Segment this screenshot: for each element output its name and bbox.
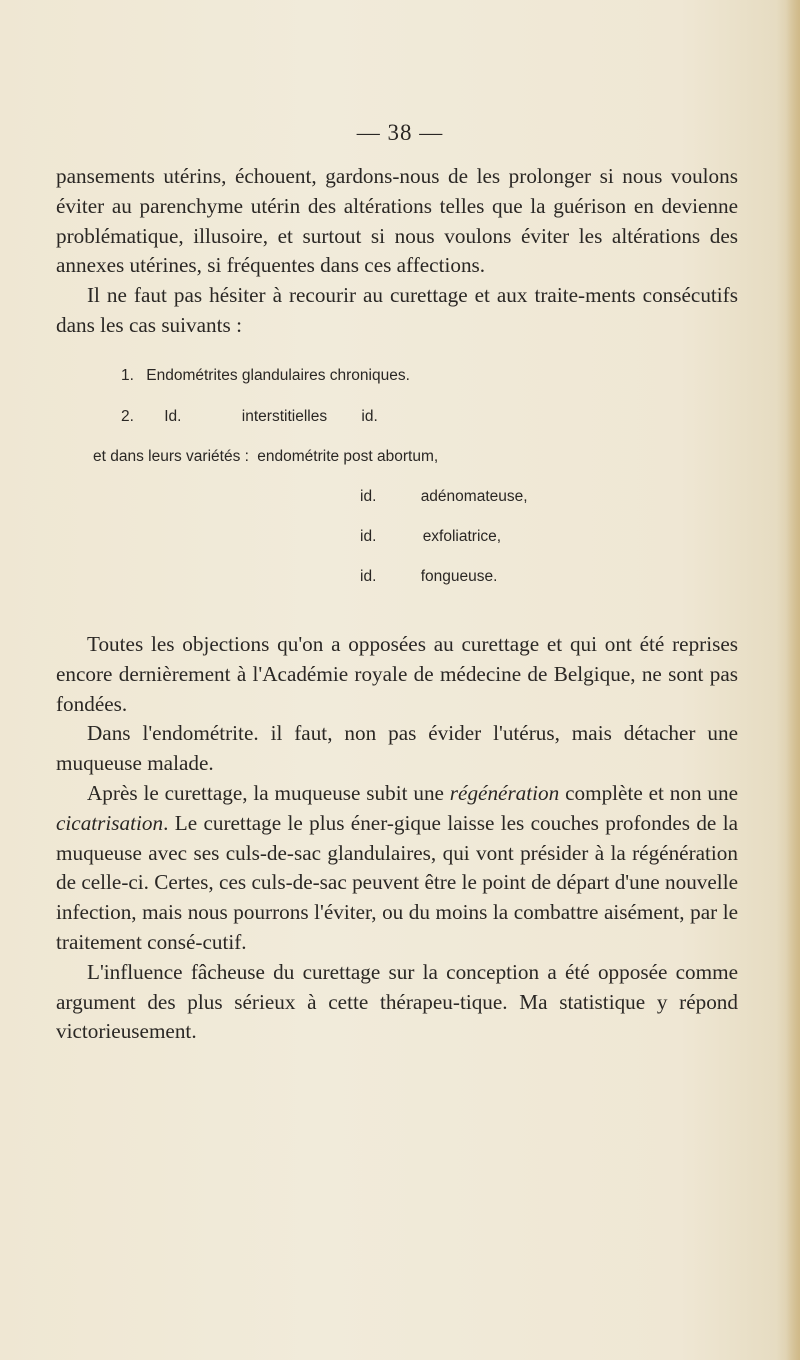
- paragraph-4: Dans l'endométrite. il faut, non pas évider l'utérus, mais détacher une muqueuse malade.: [56, 721, 738, 776]
- term-cicatrisation: cicatrisation: [56, 810, 164, 835]
- paragraph-5: [56, 779, 738, 958]
- paragraph-2: Il ne faut pas hésiter à recourir au curettage et aux traite-ments consécutifs dans les cas suivants :: [56, 283, 738, 337]
- list-item-6-id: id.: [360, 568, 377, 585]
- top-text-block: [56, 162, 738, 341]
- list-item-2-id2: id.: [361, 408, 378, 425]
- list-item-5-id: id.: [360, 528, 377, 545]
- paragraph-1: pansements utérins, échouent, gardons-nous de les prolonger si nous voulons éviter au parenchyme utérin des altérations telles que la guérison en devienne problématique, illusoire, et surtout si nous voulons éviter les altérations des annexes utérines, si fréquentes dans ces affections.: [56, 164, 738, 278]
- term-regeneration: régénération: [449, 780, 560, 805]
- list-item-3-lead: et dans leurs variétés :: [93, 448, 249, 465]
- paragraph-5-part-b: complète et non une: [559, 780, 738, 805]
- list-item-1-text: Endométrites glandulaires chroniques.: [146, 367, 410, 384]
- list-item-3-text: endométrite post abortum,: [257, 448, 439, 465]
- paragraph-6: L'influence fâcheuse du curettage sur la conception a été opposée comme argument des plus sérieux à cette thérapeu-tique. Ma statistique y répond victorieusement.: [56, 959, 738, 1044]
- page-edge-stain: [786, 0, 800, 1360]
- list-item-2: [121, 408, 378, 426]
- list-item-6-text: fongueuse.: [420, 568, 498, 585]
- list-item-3: [93, 448, 438, 466]
- list-item-2-id: Id.: [164, 408, 182, 425]
- list-item-4-id: id.: [360, 488, 377, 505]
- list-item-4-text: adénomateuse,: [420, 488, 528, 505]
- page-number: — 38 —: [356, 120, 444, 145]
- list-item-5: [360, 528, 501, 546]
- list-item-2-text: interstitielles: [241, 408, 328, 425]
- paragraph-5-part-c: . Le curettage le plus éner-gique laisse les couches profondes de la muqueuse avec ses culs-de-sac glandulaires, qui vont présider à la régénération de celle-ci. Certes, ces culs-de-sac peuvent être le point de départ d'une nouvelle infection, mais nous pourrons l'éviter, ou du moins la combattre aisément, par le traitement consé-cutif.: [56, 810, 738, 954]
- paragraph-3: Toutes les objections qu'on a opposées au curettage et qui ont été reprises encore dernièrement à l'Académie royale de médecine de Belgique, ne sont pas fondées.: [56, 632, 738, 716]
- bottom-text-block: [56, 630, 738, 1047]
- list-item-1: [121, 367, 410, 385]
- paragraph-5-part-a: Après le curettage, la muqueuse subit une: [87, 780, 450, 805]
- list-item-2-number: 2.: [121, 408, 134, 425]
- list-item-5-text: exfoliatrice,: [422, 528, 502, 545]
- list-item-1-number: 1.: [121, 367, 134, 384]
- list-item-4: [360, 488, 528, 506]
- list-item-6: [360, 568, 497, 586]
